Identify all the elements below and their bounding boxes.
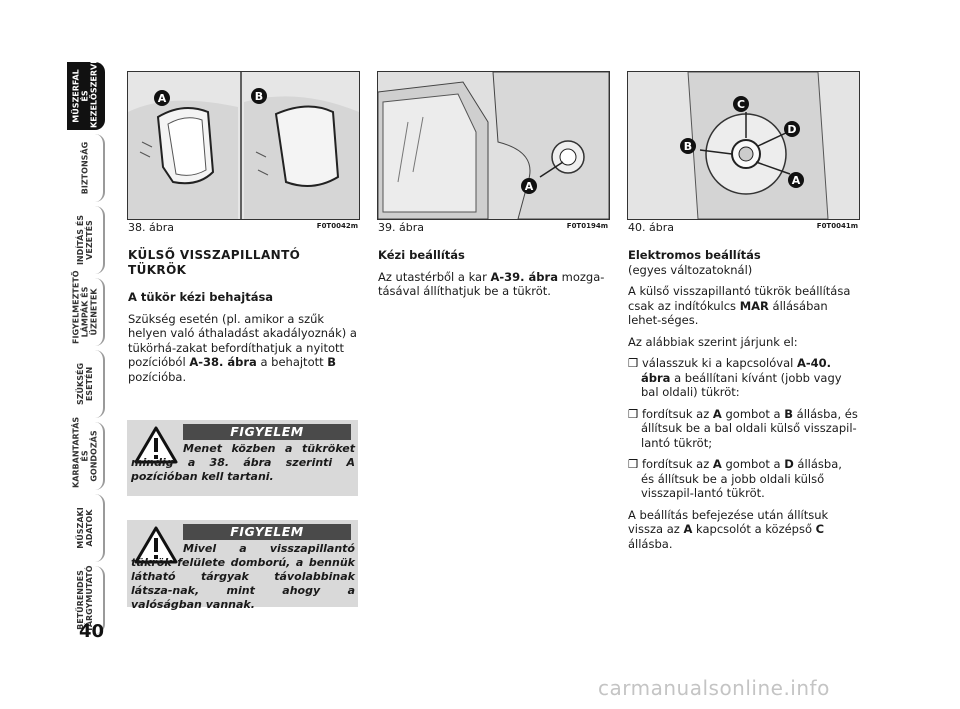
text: fordítsuk az [641, 457, 713, 471]
warning-text: Mivel a visszapillantó tükrök felülete domború, a bennük látható tárgyak távolabbinak látsza-nak, mint ahogy a valóságban vannak. [131, 542, 355, 611]
label-c-icon [731, 94, 751, 114]
paragraph: Az alábbiak szerint járjunk el: [628, 334, 798, 349]
figure-label: C [736, 98, 746, 111]
tab-label: INDÍTÁS ÉS VEZETÉS [76, 214, 94, 266]
tab-inditas[interactable] [67, 206, 105, 274]
text: állásba, és állítsuk be a jobb oldali külső visszapil-lantó tükröt. [641, 457, 842, 500]
text: fordítsuk az [641, 406, 713, 421]
figure-label: B [254, 90, 264, 103]
warning-box [127, 420, 358, 496]
subheading-note: (egyes változatoknál) [628, 262, 753, 277]
text: A külső visszapillantó tükrök beállítása csak az indítókulcs [628, 284, 851, 313]
paragraph [378, 270, 608, 299]
text: mozga-tásával állíthatjuk be a tükröt. [378, 269, 605, 298]
paragraph [128, 312, 358, 385]
label-a-icon [786, 170, 806, 190]
tab-muszerfal[interactable] [67, 52, 105, 130]
text: Szükség esetén (pl. amikor a szűk helyen való áthaladást akadályoznák) a tükörhá-zakat befordíthatjuk a nyitott pozícióból [128, 311, 357, 369]
figure-caption: 38. ábra [128, 221, 174, 234]
text: a beállítani kívánt (jobb vagy bal oldali) tükröt: [641, 370, 842, 399]
figure-caption: 40. ábra [628, 221, 674, 234]
tab-biztonsag[interactable] [67, 134, 105, 202]
tab-label: SZÜKSÉG ESETÉN [76, 362, 94, 406]
page-number: 40 [79, 621, 105, 642]
warning-box [127, 520, 358, 611]
checkbox-bullet-icon: ❒ [628, 356, 639, 370]
tab-label: KARBANTARTÁS ÉS GONDOZÁS [71, 416, 99, 488]
text: állásba. [628, 536, 673, 551]
text: kapcsolót a középső [692, 522, 816, 536]
text: gombot a [721, 457, 785, 471]
label-d-icon [782, 119, 802, 139]
tab-label: MŰSZERFAL ÉS KEZELŐSZERVEK [71, 52, 99, 128]
figure-ref: A-40. ábra [641, 356, 832, 385]
text: gombot a [721, 406, 785, 421]
label-a-icon [519, 176, 539, 196]
text: állásában lehet-séges. [628, 298, 828, 327]
watermark: carmanualsonline.info [598, 676, 830, 700]
figure-label: B [683, 140, 693, 153]
tab-szukseg[interactable] [67, 350, 105, 418]
checkbox-bullet-icon: ❒ [628, 457, 639, 471]
text: A beállítás befejezése után állítsuk vissza az [628, 507, 829, 536]
column-1 [128, 248, 358, 391]
figure-label: A [524, 180, 534, 193]
label-b-icon [249, 86, 269, 106]
text: állásba, és állítsuk be a bal oldali külső visszapil-lantó tükröt; [641, 406, 858, 450]
subheading: Kézi beállítás [378, 248, 465, 262]
figure-code: F0T0194m [566, 222, 608, 230]
figure-code: F0T0042m [316, 222, 358, 230]
section-heading: KÜLSŐ VISSZAPILLANTÓ TÜKRÖK [128, 248, 301, 277]
position-label: A [683, 522, 693, 536]
subheading: A tükör kézi behajtása [128, 290, 274, 304]
tab-label: BIZTONSÁG [80, 141, 90, 195]
list-item [628, 407, 858, 451]
tab-muszaki[interactable] [67, 494, 105, 562]
position-label: A [712, 406, 722, 421]
position-label: C [815, 522, 825, 536]
position-label: B [327, 355, 337, 369]
paragraph [628, 508, 858, 552]
figure-ref: A-39. ábra [490, 269, 558, 284]
position-label: A [712, 457, 722, 471]
paragraph [628, 284, 858, 328]
position-label: D [784, 457, 794, 471]
text: válasszuk ki a kapcsolóval [641, 356, 797, 370]
key-position: MAR [739, 298, 769, 313]
tab-karbantartas[interactable] [67, 416, 105, 490]
checkbox-bullet-icon: ❒ [628, 406, 639, 421]
position-label: B [784, 406, 793, 421]
figure-40 [627, 71, 860, 220]
tab-label: BETŰRENDES TÁRGYMUTATÓ [76, 565, 94, 632]
figure-label: A [157, 92, 167, 105]
tab-label: MŰSZAKI ADATOK [76, 507, 94, 549]
warning-title: FIGYELEM [183, 424, 351, 440]
list-item [628, 356, 858, 400]
figure-label: D [787, 123, 797, 136]
column-2 [378, 248, 608, 306]
text: a behajtott [256, 355, 328, 369]
text: pozícióba. [128, 369, 187, 384]
list-item [628, 457, 858, 501]
figure-caption: 39. ábra [378, 221, 424, 234]
label-b-icon [678, 136, 698, 156]
figure-38 [127, 71, 360, 220]
label-a-icon [152, 88, 172, 108]
warning-text: Menet közben a tükröket mindig a 38. ábra szerinti A pozícióban kell tartani. [131, 442, 355, 483]
column-3 [628, 248, 858, 558]
figure-code: F0T0041m [816, 222, 858, 230]
figure-label: A [791, 174, 801, 187]
subheading: Elektromos beállítás [628, 248, 761, 262]
figure-ref: A-38. ábra [189, 355, 257, 369]
tab-label: FIGYELMEZTETŐ LÁMPÁK ÉS ÜZENETEK [71, 270, 99, 344]
tab-figyelmezteto[interactable] [67, 270, 105, 346]
warning-title: FIGYELEM [183, 524, 351, 540]
figure-39 [377, 71, 610, 220]
text: Az utastérből a kar [378, 269, 491, 284]
